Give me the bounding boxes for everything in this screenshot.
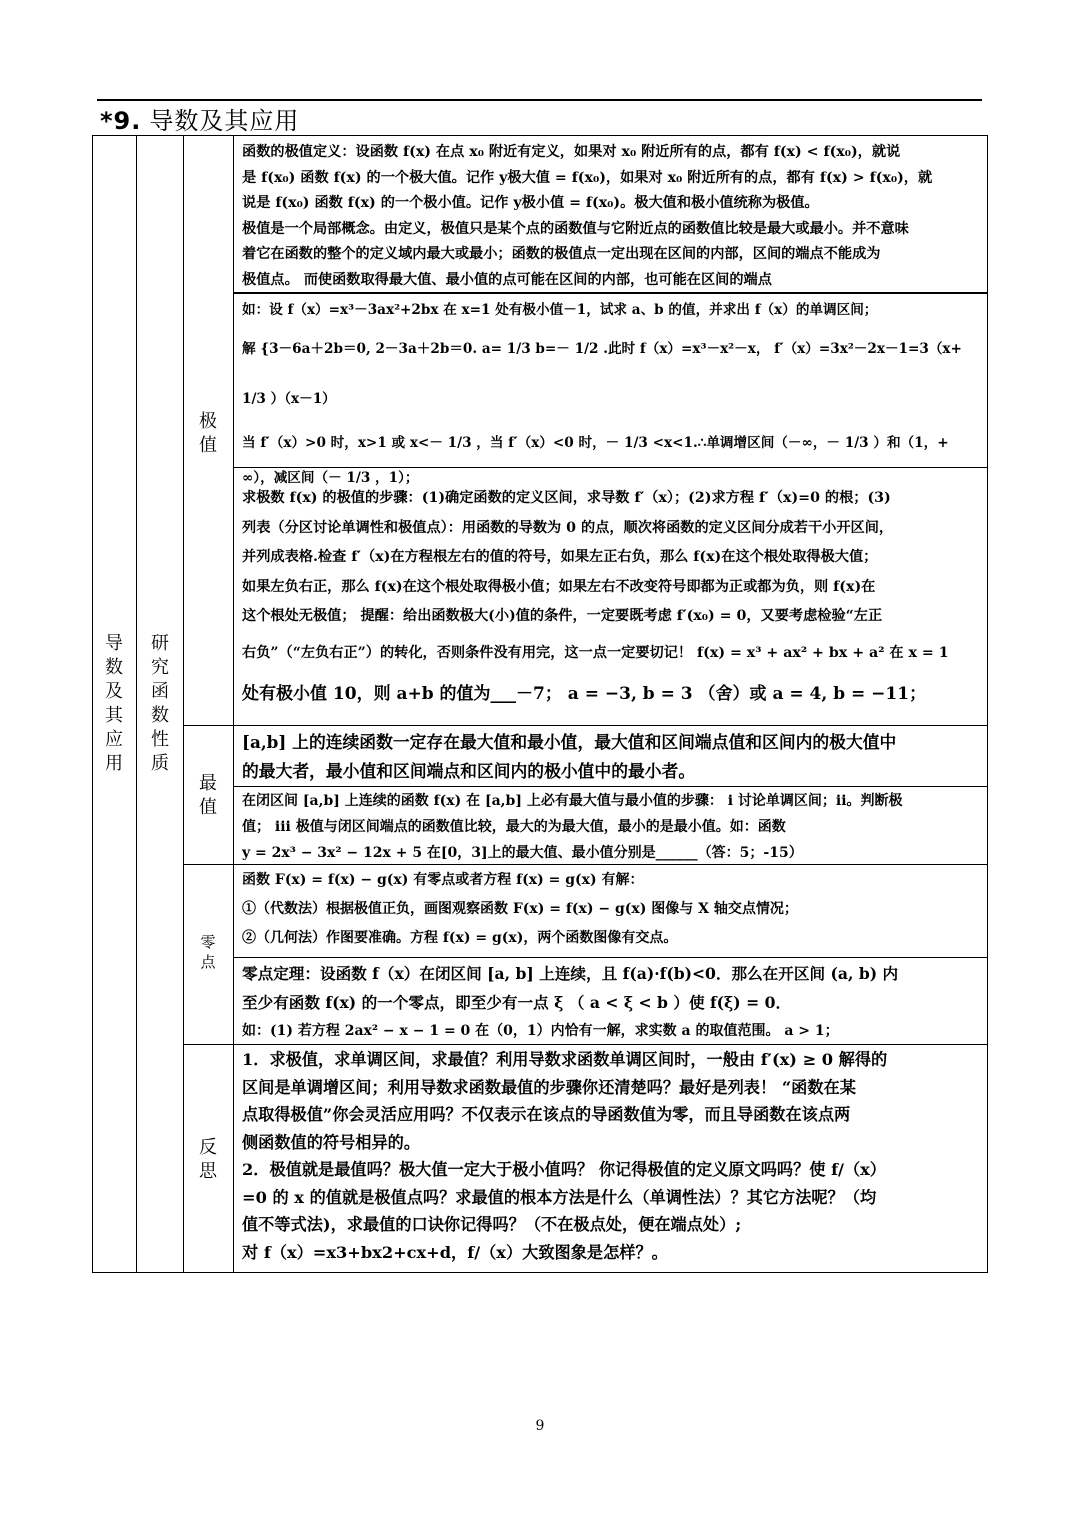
label-fansi: 反思 <box>199 1137 217 1182</box>
heading-number: *9. <box>100 107 142 135</box>
page-number: 9 <box>535 1418 545 1434</box>
label-zuizhi: 最值 <box>199 773 217 818</box>
maxmin-main: [a,b] 上的连续函数一定存在最大值和最小值，最大值和区间端点值和区间内的极大值中 的最大者，最小值和区间端点和区间内的极小值中的最小者。 <box>242 732 897 781</box>
extremum-definition: 函数的极值定义：设函数 f(x) 在点 x₀ 附近有定义，如果对 x₀ 附近所有的点，都有 f(x) < f(x₀)，就说 是 f(x₀) 函数 f(x) 的一个极大值。记作 y极大值 = f(x₀)，如果对 x₀ 附近所有的点，都有 f(x) > f(x₀)，就 说是 f(x₀) 函数 f(x) 的一个极小值。记作 y极小值 = f(x₀)。极大值和极小值统称为极值。 极值是一个局部概念。由定义，极值只是某个点的函数值与它附近点的函数值比较是最大或最小。并不意味 着它在函数的整个的定义域内最大或最小；函数的极值点一定出现在区间的内部，区间的端点不能成为 极值点。 而使函数取得最大值、最小值的点可能在区间的内部，也可能在区间的端点 <box>242 144 933 288</box>
maxmin-steps: 在闭区间 [a,b] 上连续的函数 f(x) 在 [a,b] 上必有最大值与最小值的步骤： i 讨论单调区间；ii。判断极 值； iii 极值与闭区间端点的函数值比较，最大的为最大值，最小的是最小值。如：函数 y = 2x³ − 3x² − 12x + 5 在[0，3]上的最大值、最小值分别是______（答：5；-15） <box>242 793 903 861</box>
label-jizhi: 极值 <box>199 411 217 456</box>
zero-theorem: 零点定理：设函数 f（x）在闭区间 [a, b] 上连续，且 f(a)·f(b)<0．那么在开区间 (a, b) 内 至少有函数 f(x) 的一个零点，即至少有一点 ξ （ a < ξ < b ）使 f(ξ) = 0． 如：(1) 若方程 2ax² − x − 1 = 0 在（0，1）内恰有一解，求实数 a 的取值范围。 a > 1； <box>242 964 899 1039</box>
row-divider <box>233 786 988 787</box>
column-divider <box>136 135 137 1273</box>
reflection-notes: 1．求极值，求单调区间，求最值？利用导数求函数单调区间时，一般由 f′(x) ≥ 0 解得的 区间是单调增区间；利用导数求函数最值的步骤你还清楚吗？最好是列表！ “函数在某 点取得极值”你会灵活应用吗？不仅表示在该点的导函数值为零，而且导函数在该点两 侧函数值的符号相异的。 2．极值就是最值吗？极大值一定大于极小值吗？ 你记得极值的定义原文吗吗？使 f/（x） =0 的 x 的值就是极值点吗？求最值的根本方法是什么（单调性法）？其它方法呢？（均 值不等式法)，求最值的口诀你记得吗？（不在极点处，便在端点处）; 对 f（x）=x3+bx2+cx+d，f/（x）大致图象是怎样？。 <box>242 1050 888 1262</box>
extremum-example: 如：设 f（x）=x³－3ax²+2bx 在 x=1 处有极小值－1，试求 a、b 的值，并求出 f（x）的单调区间； 解 {3－6a＋2b＝0, 2－3a＋2b＝0. a= 1/3 b=－ 1/2 .此时 f（x）=x³－x²－x， f′（x）=3x²－2x－1=3（x+ 1/3 ）（x－1） 当 f′（x）>0 时，x>1 或 x<－ 1/3 ，当 f′（x）<0 时，－ 1/3 <x<1.∴单调增区间（－∞，－ 1/3 ）和（1，+ ∞），减区间（－ 1/3 ，1）； <box>242 302 962 486</box>
heading-rule <box>97 99 982 101</box>
column-divider <box>233 135 234 1273</box>
zero-intro: 函数 F(x) = f(x) − g(x) 有零点或者方程 f(x) = g(x) 有解： ①（代数法）根据极值正负，画图观察函数 F(x) = f(x) − g(x) 图像与 X 轴交点情况； ②（几何法）作图要准确。方程 f(x) = g(x)，两个函数图像有交点。 <box>242 872 798 946</box>
section-divider <box>183 725 988 726</box>
heading-title: 导数及其应用 <box>149 107 300 135</box>
extremum-steps: 求极数 f(x) 的极值的步骤：(1)确定函数的定义区间，求导数 f′（x）；(2)求方程 f′（x)=0 的根；(3) 列表（分区讨论单调性和极值点）：用函数的导数为 0 的点，顺次将函数的定义区间分成若干小开区间， 并列成表格.检查 f′（x)在方程根左右的值的符号，如果左正右负，那么 f(x)在这个根处取得极大值； 如果左负右正，那么 f(x)在这个根处取得极小值；如果左右不改变符号即都为正或都为负，则 f(x)在 这个根处无极值； 提醒：给出函数极大(小)值的条件，一定要既考虑 f′(x₀) = 0，又要考虑检验“左正 右负”（“左负右正”）的转化，否则条件没有用完，这一点一定要切记！ f(x) = x³ + ax² + bx + a² 在 x = 1 处有极小值 10，则 a+b 的值为___－7； a = −3, b = 3 （舍）或 a = 4, b = −11； <box>242 490 949 704</box>
col2-label: 研究函数性质 <box>151 633 169 774</box>
section-heading <box>100 101 299 136</box>
label-lingdian: 零点 <box>200 933 216 971</box>
row-divider <box>233 957 988 958</box>
col1-label: 导数及其应用 <box>105 633 123 774</box>
column-divider <box>183 135 184 1273</box>
